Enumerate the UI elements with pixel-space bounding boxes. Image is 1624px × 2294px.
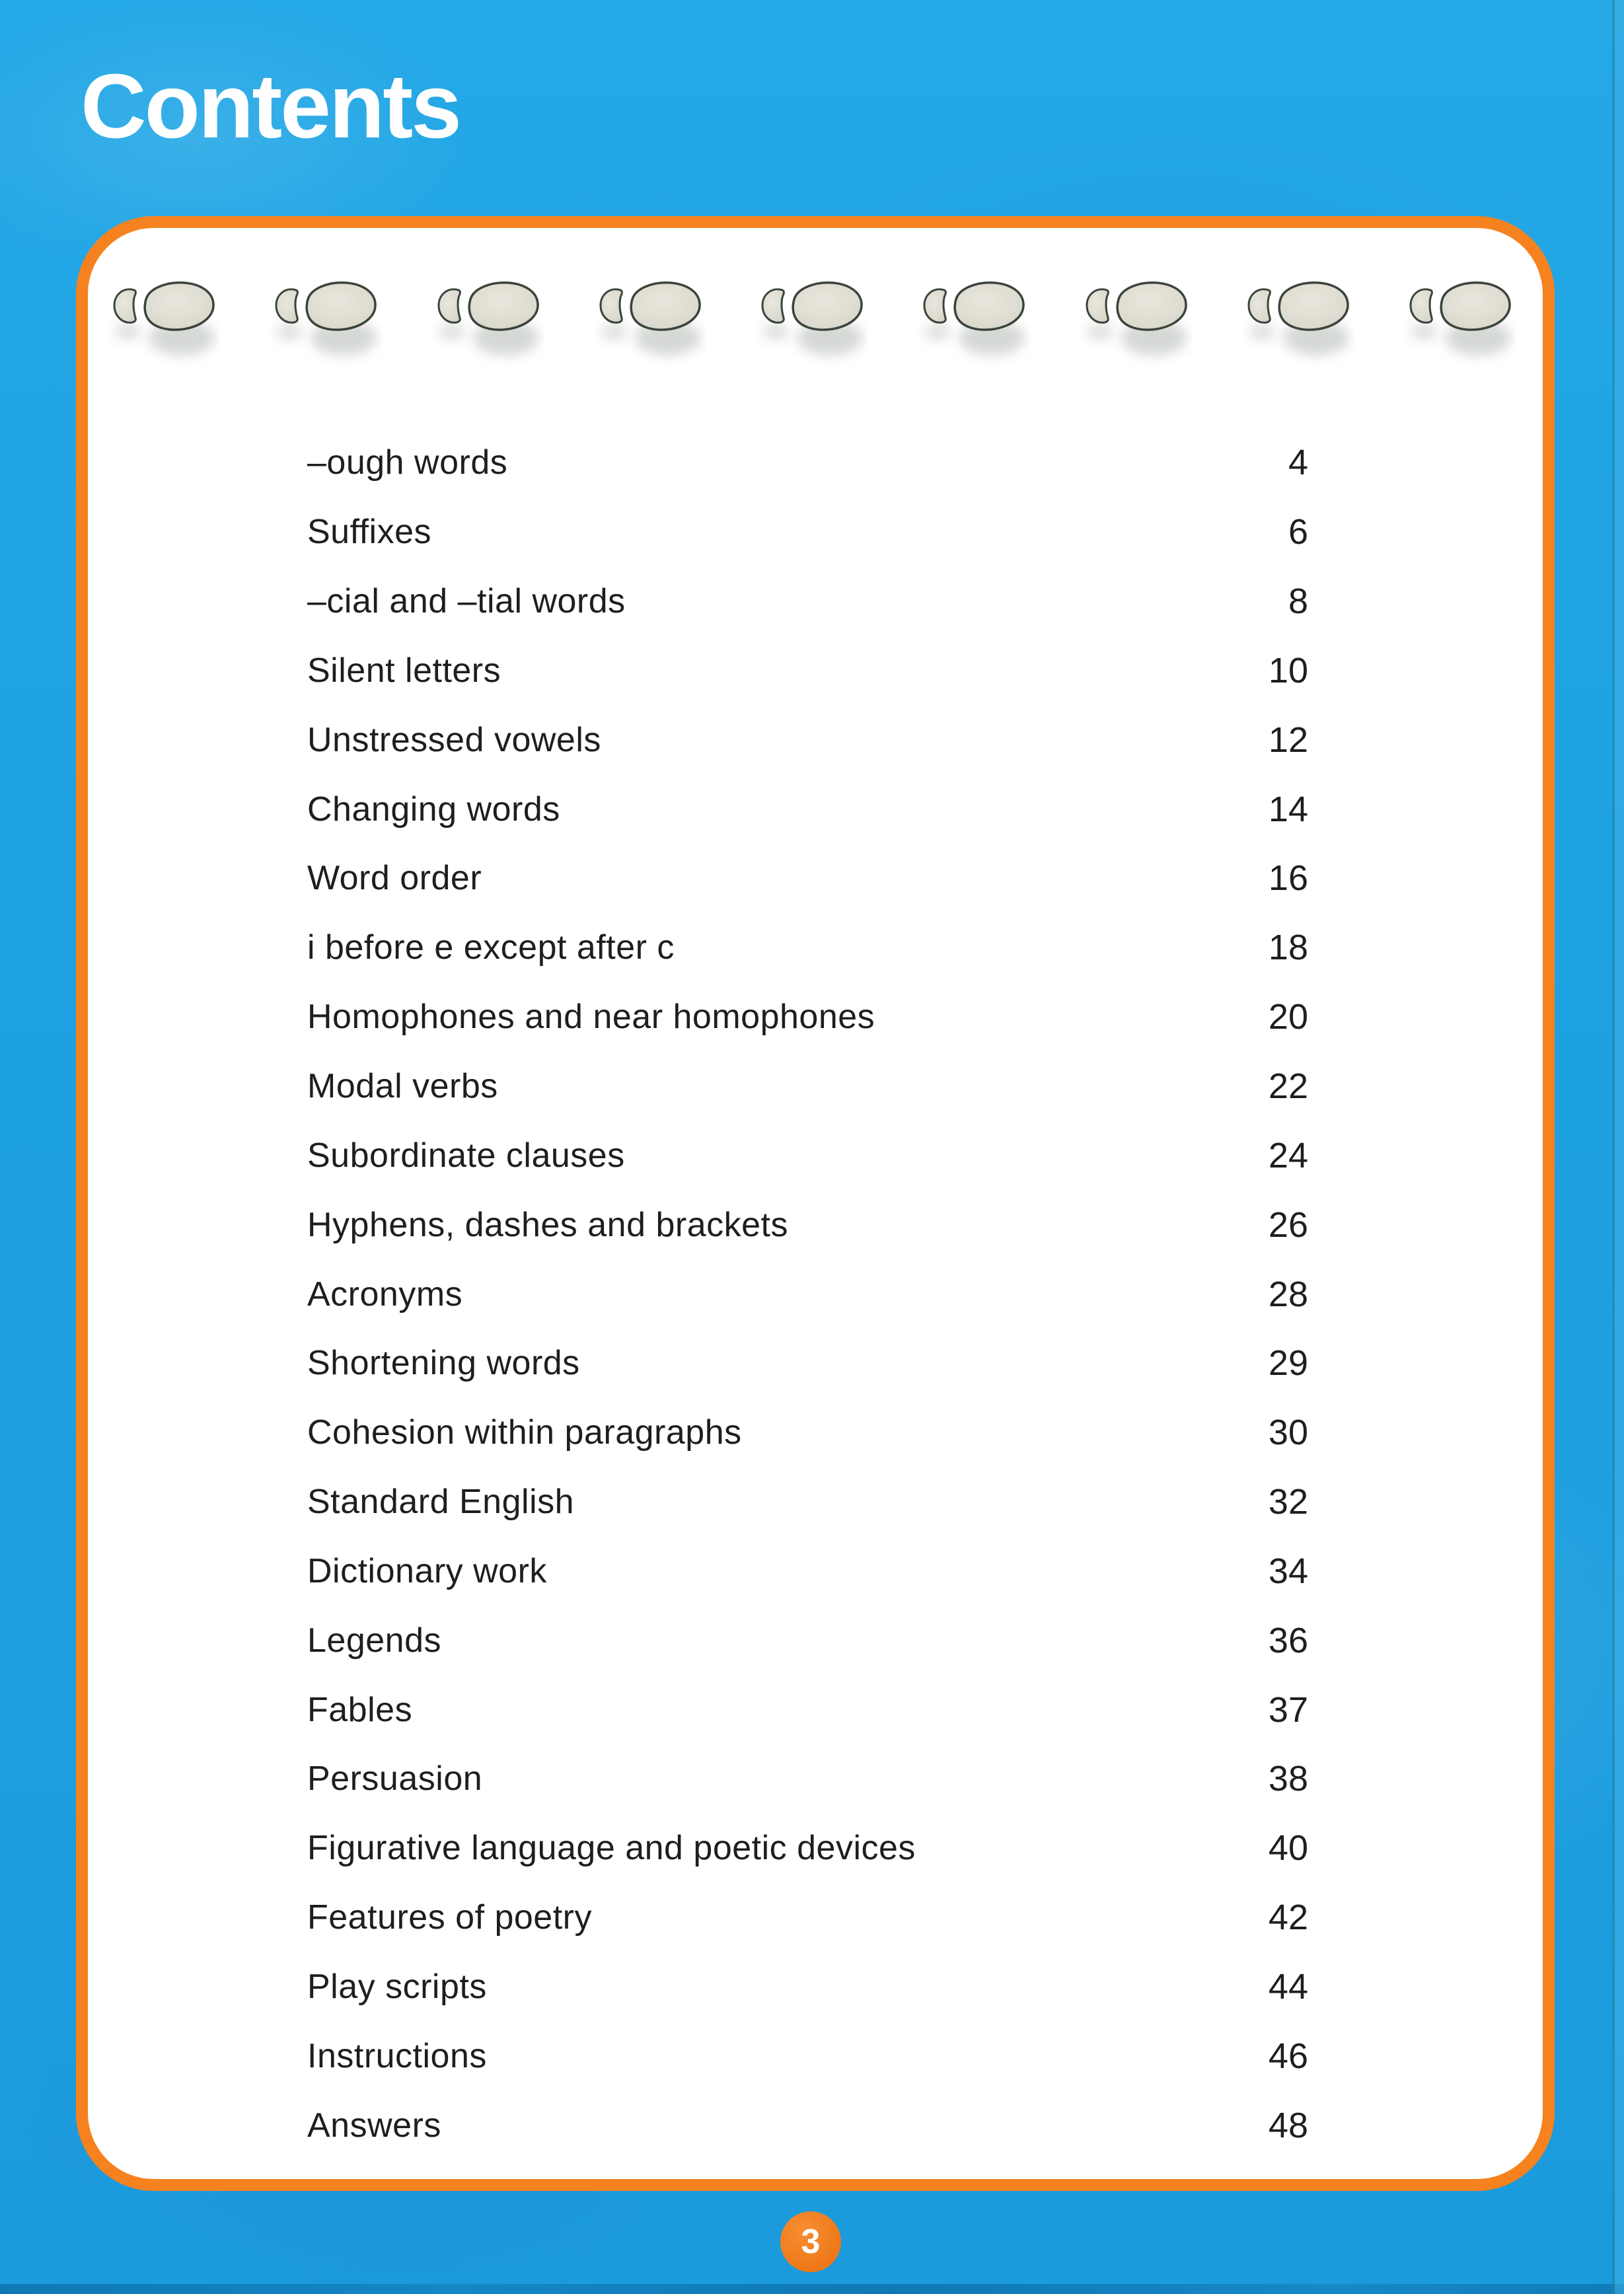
toc-row (307, 1744, 1308, 1814)
toc-row (307, 1952, 1308, 2022)
toc-entry-label: i before e except after c (307, 928, 675, 967)
toc-row (307, 774, 1308, 844)
toc-entry-page: 48 (1268, 2105, 1308, 2145)
toc-entry-page: 8 (1288, 581, 1308, 622)
toc-entry-label: Instructions (307, 2036, 487, 2075)
toc-list (307, 428, 1308, 2160)
toc-entry-page: 26 (1268, 1204, 1308, 1245)
toc-row (307, 913, 1308, 982)
page-number: 3 (801, 2223, 821, 2261)
toc-entry-label: Features of poetry (307, 1898, 592, 1937)
toc-entry-page: 37 (1268, 1689, 1308, 1730)
footprint-icon (270, 268, 382, 367)
toc-entry-page: 14 (1268, 789, 1308, 829)
page-number-badge (780, 2211, 841, 2272)
toc-row (307, 1121, 1308, 1190)
toc-entry-page: 10 (1268, 650, 1308, 690)
toc-entry-page: 24 (1268, 1135, 1308, 1175)
toc-entry-page: 22 (1268, 1066, 1308, 1107)
toc-row (307, 428, 1308, 498)
toc-row (307, 567, 1308, 636)
toc-entry-label: Changing words (307, 790, 560, 829)
toc-entry-label: Play scripts (307, 1967, 487, 2006)
toc-entry-page: 44 (1268, 1966, 1308, 2007)
toc-entry-page: 12 (1268, 720, 1308, 760)
toc-row (307, 1329, 1308, 1398)
toc-entry-label: Persuasion (307, 1759, 483, 1798)
toc-row (307, 1537, 1308, 1606)
footprint-icon (1404, 268, 1516, 367)
toc-entry-page: 20 (1268, 997, 1308, 1037)
footprint-icon (756, 268, 868, 367)
toc-row (307, 1467, 1308, 1537)
toc-entry-label: Unstressed vowels (307, 720, 601, 759)
toc-entry-label: Standard English (307, 1483, 575, 1522)
toc-row (307, 498, 1308, 567)
toc-entry-label: Subordinate clauses (307, 1136, 625, 1175)
toc-entry-page: 34 (1268, 1551, 1308, 1591)
toc-entry-label: Modal verbs (307, 1067, 498, 1106)
footprint-icon (594, 268, 706, 367)
toc-entry-page: 30 (1268, 1413, 1308, 1453)
toc-entry-page: 42 (1268, 1898, 1308, 1938)
toc-row (307, 636, 1308, 706)
toc-entry-label: Suffixes (307, 513, 432, 552)
page-title: Contents (81, 56, 460, 157)
toc-entry-label: –ough words (307, 443, 508, 482)
toc-entry-label: Cohesion within paragraphs (307, 1413, 742, 1452)
toc-entry-label: Shortening words (307, 1344, 580, 1383)
page-right-edge-decoration (1612, 0, 1624, 2294)
toc-row (307, 1259, 1308, 1329)
toc-entry-label: Answers (307, 2106, 441, 2145)
toc-entry-page: 6 (1288, 512, 1308, 552)
toc-entry-page: 18 (1268, 928, 1308, 968)
toc-entry-label: Silent letters (307, 651, 501, 690)
footprints-row (108, 268, 1516, 367)
toc-row (307, 2090, 1308, 2160)
toc-row (307, 1675, 1308, 1744)
toc-entry-page: 32 (1268, 1482, 1308, 1522)
toc-entry-label: Dictionary work (307, 1551, 547, 1590)
toc-entry-label: Legends (307, 1621, 442, 1660)
footprint-icon (1080, 268, 1193, 367)
toc-row (307, 844, 1308, 913)
toc-entry-page: 46 (1268, 2036, 1308, 2076)
toc-entry-page: 38 (1268, 1759, 1308, 1799)
toc-row (307, 1398, 1308, 1467)
toc-entry-label: Figurative language and poetic devices (307, 1829, 916, 1868)
footprint-icon (918, 268, 1030, 367)
toc-entry-page: 29 (1268, 1343, 1308, 1384)
toc-row (307, 1052, 1308, 1121)
toc-entry-label: Acronyms (307, 1275, 463, 1314)
toc-entry-page: 28 (1268, 1274, 1308, 1314)
toc-row (307, 1606, 1308, 1675)
toc-entry-page: 36 (1268, 1620, 1308, 1660)
toc-entry-label: Hyphens, dashes and brackets (307, 1205, 788, 1244)
toc-row (307, 2021, 1308, 2090)
footprint-icon (432, 268, 544, 367)
toc-row (307, 705, 1308, 774)
toc-entry-label: Word order (307, 859, 482, 898)
toc-row (307, 1814, 1308, 1883)
footprint-icon (108, 268, 220, 367)
toc-row (307, 982, 1308, 1052)
page-bottom-edge-decoration (0, 2284, 1624, 2294)
toc-entry-label: –cial and –tial words (307, 582, 626, 621)
contents-panel (76, 216, 1555, 2191)
toc-entry-label: Homophones and near homophones (307, 998, 875, 1037)
toc-row (307, 1190, 1308, 1259)
toc-entry-page: 4 (1288, 443, 1308, 483)
toc-entry-page: 16 (1268, 858, 1308, 899)
toc-row (307, 1883, 1308, 1952)
toc-entry-label: Fables (307, 1690, 413, 1729)
footprint-icon (1242, 268, 1354, 367)
toc-entry-page: 40 (1268, 1828, 1308, 1868)
